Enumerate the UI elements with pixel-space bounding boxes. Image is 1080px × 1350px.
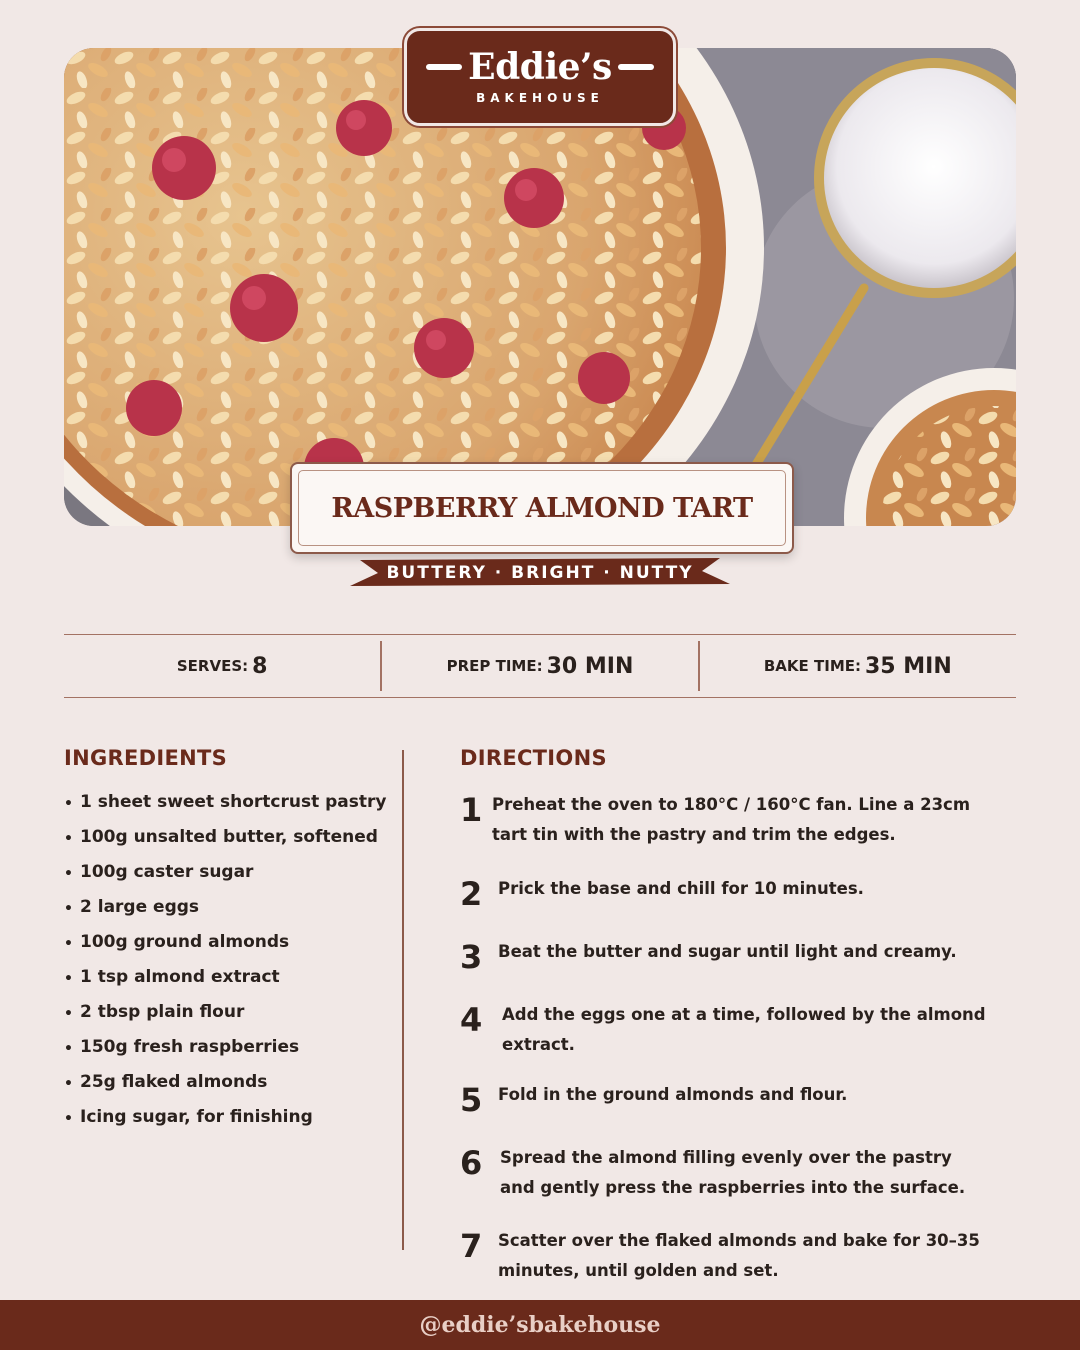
brand-name: Eddie’s (468, 46, 612, 88)
list-item (64, 897, 394, 932)
recipe-stats (64, 634, 1016, 698)
bullet-icon: • (64, 1041, 73, 1057)
stat-label: SERVES: (176, 657, 249, 675)
stat-bake-time (700, 635, 1016, 697)
stat-serves (64, 635, 380, 697)
brand-subtitle: BAKEHOUSE (476, 91, 604, 105)
ingredient-text: 1 tsp almond extract (80, 967, 280, 987)
ingredient-text: 100g unsalted butter, softened (80, 827, 378, 847)
direction-step (460, 1224, 988, 1286)
bullet-icon: • (64, 866, 73, 882)
direction-step (460, 788, 982, 850)
step-text: Spread the almond filling evenly over the pastry and gently press the raspberries into the surface. (500, 1148, 966, 1197)
step-number: 5 (460, 1081, 483, 1119)
direction-step (460, 872, 988, 916)
ingredients-list (64, 792, 394, 1142)
direction-step (460, 998, 992, 1060)
step-number: 7 (460, 1227, 483, 1265)
tagline-ribbon (350, 556, 730, 590)
bullet-icon: • (64, 831, 73, 847)
list-item (64, 862, 394, 897)
step-number: 6 (460, 1144, 483, 1182)
step-text: Add the eggs one at a time, followed by the almond extract. (502, 1005, 986, 1054)
bullet-icon: • (64, 936, 73, 952)
logo-swash-right (618, 64, 654, 70)
ingredient-text: 150g fresh raspberries (80, 1037, 300, 1057)
recipe-tagline: BUTTERY · BRIGHT · NUTTY (386, 563, 694, 583)
step-number: 3 (460, 938, 483, 976)
step-text: Scatter over the flaked almonds and bake for 30–35 minutes, until golden and set. (498, 1231, 980, 1280)
ingredient-text: 100g caster sugar (80, 862, 254, 882)
step-text: Preheat the oven to 180°C / 160°C fan. Line a 23cm tart tin with the pastry and trim the edges. (492, 795, 971, 844)
bullet-icon: • (64, 1076, 73, 1092)
brand-logo (404, 28, 676, 126)
stat-value: 35 MIN (865, 653, 952, 679)
stat-value: 8 (252, 653, 268, 679)
direction-step (460, 1141, 990, 1203)
bullet-icon: • (64, 1111, 73, 1127)
column-divider (402, 750, 404, 1250)
bullet-icon: • (64, 1006, 73, 1022)
ingredient-text: 2 large eggs (80, 897, 200, 917)
step-text: Prick the base and chill for 10 minutes. (498, 879, 864, 898)
recipe-title: RASPBERRY ALMOND TART (331, 492, 753, 524)
step-number: 1 (460, 791, 483, 829)
step-text: Fold in the ground almonds and flour. (498, 1085, 848, 1104)
directions-heading: DIRECTIONS (460, 746, 607, 770)
ingredient-text: 100g ground almonds (80, 932, 290, 952)
ingredient-text: Icing sugar, for finishing (80, 1107, 313, 1127)
step-text: Beat the butter and sugar until light and creamy. (498, 942, 957, 961)
direction-step (460, 1078, 988, 1122)
stat-label: PREP TIME: (446, 657, 543, 675)
bullet-icon: • (64, 971, 73, 987)
stat-label: BAKE TIME: (763, 657, 861, 675)
ingredients-heading: INGREDIENTS (64, 746, 228, 770)
ingredient-text: 1 sheet sweet shortcrust pastry (80, 792, 387, 812)
direction-step (460, 935, 988, 979)
ingredient-text: 2 tbsp plain flour (80, 1002, 245, 1022)
stat-value: 30 MIN (546, 653, 634, 679)
footer-bar (0, 1300, 1080, 1350)
list-item (64, 932, 394, 967)
recipe-title-card (290, 462, 794, 554)
list-item (64, 1072, 394, 1107)
logo-swash-left (426, 64, 462, 70)
social-handle: @eddie’sbakehouse (419, 1312, 661, 1338)
step-number: 4 (460, 1001, 483, 1039)
list-item (64, 1037, 394, 1072)
list-item (64, 827, 394, 862)
ingredient-text: 25g flaked almonds (80, 1072, 268, 1092)
list-item (64, 1107, 394, 1142)
list-item (64, 1002, 394, 1037)
step-number: 2 (460, 875, 483, 913)
bullet-icon: • (64, 796, 73, 812)
list-item (64, 792, 394, 827)
bullet-icon: • (64, 901, 73, 917)
stat-prep-time (382, 635, 698, 697)
list-item (64, 967, 394, 1002)
